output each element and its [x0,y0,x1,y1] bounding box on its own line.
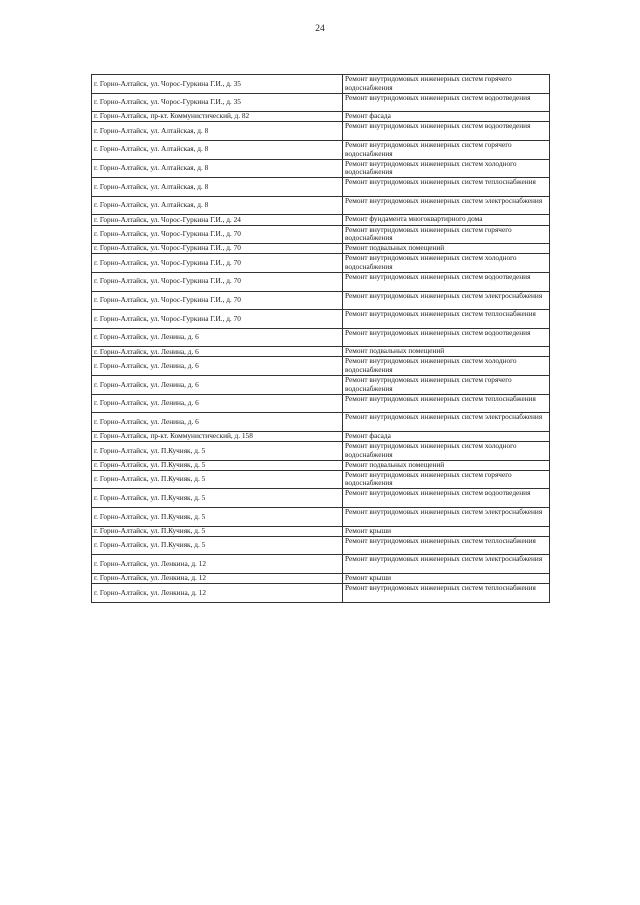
work-type-cell: Ремонт внутридомовых инженерных систем теплоснабжения [343,310,550,329]
work-type-cell: Ремонт внутридомовых инженерных систем теплоснабжения [343,584,550,603]
address-cell: г. Горно-Алтайск, ул. Алтайская, д. 8 [92,140,343,159]
address-cell: г. Горно-Алтайск, ул. Чорос-Гуркина Г.И., д. 35 [92,75,343,94]
work-type-cell: Ремонт внутридомовых инженерных систем водоотведения [343,328,550,347]
table-row [92,225,550,244]
address-cell: г. Горно-Алтайск, ул. П.Кучияк, д. 5 [92,442,343,461]
table-row [92,460,550,470]
table-row [92,140,550,159]
work-type-cell: Ремонт внутридомовых инженерных систем электроснабжения [343,196,550,215]
table-row [92,413,550,432]
address-cell: г. Горно-Алтайск, ул. Ленина, д. 6 [92,347,343,357]
table-row [92,215,550,225]
work-type-cell: Ремонт внутридомовых инженерных систем водоотведения [343,489,550,508]
address-cell: г. Горно-Алтайск, ул. П.Кучияк, д. 5 [92,460,343,470]
work-type-cell: Ремонт внутридомовых инженерных систем электроснабжения [343,555,550,574]
work-type-cell: Ремонт внутридомовых инженерных систем горячего водоснабжения [343,225,550,244]
table-row [92,573,550,583]
table-row [92,357,550,376]
address-cell: г. Горно-Алтайск, ул. Ленина, д. 6 [92,328,343,347]
work-type-cell: Ремонт подвальных помещений [343,347,550,357]
work-type-cell: Ремонт внутридомовых инженерных систем горячего водоснабжения [343,376,550,395]
address-cell: г. Горно-Алтайск, ул. Чорос-Гуркина Г.И., д. 70 [92,310,343,329]
table-row [92,178,550,197]
table-row [92,555,550,574]
table-row [92,244,550,254]
address-cell: г. Горно-Алтайск, ул. Ленкина, д. 12 [92,584,343,603]
work-type-cell: Ремонт внутридомовых инженерных систем теплоснабжения [343,178,550,197]
work-type-cell: Ремонт крыши [343,573,550,583]
table-row [92,347,550,357]
work-type-cell: Ремонт внутридомовых инженерных систем электроснабжения [343,291,550,310]
table-row [92,291,550,310]
address-cell: г. Горно-Алтайск, ул. П.Кучияк, д. 5 [92,508,343,527]
table-row [92,470,550,489]
work-type-cell: Ремонт внутридомовых инженерных систем теплоснабжения [343,394,550,413]
address-cell: г. Горно-Алтайск, ул. П.Кучияк, д. 5 [92,489,343,508]
work-type-cell: Ремонт внутридомовых инженерных систем холодного водоснабжения [343,254,550,273]
work-type-cell: Ремонт внутридомовых инженерных систем водоотведения [343,93,550,112]
table-row [92,75,550,94]
address-cell: г. Горно-Алтайск, ул. Ленина, д. 6 [92,413,343,432]
address-cell: г. Горно-Алтайск, ул. Чорос-Гуркина Г.И., д. 70 [92,244,343,254]
address-cell: г. Горно-Алтайск, ул. Чорос-Гуркина Г.И., д. 70 [92,254,343,273]
table-row [92,122,550,141]
address-cell: г. Горно-Алтайск, ул. П.Кучияк, д. 5 [92,536,343,555]
address-cell: г. Горно-Алтайск, ул. Чорос-Гуркина Г.И., д. 70 [92,291,343,310]
work-type-cell: Ремонт внутридомовых инженерных систем теплоснабжения [343,536,550,555]
address-cell: г. Горно-Алтайск, пр-кт. Коммунистический, д. 82 [92,112,343,122]
address-cell: г. Горно-Алтайск, пр-кт. Коммунистический, д. 158 [92,431,343,441]
address-cell: г. Горно-Алтайск, ул. Ленкина, д. 12 [92,555,343,574]
table-row [92,112,550,122]
work-type-cell: Ремонт фасада [343,112,550,122]
work-type-cell: Ремонт внутридомовых инженерных систем водоотведения [343,122,550,141]
work-type-cell: Ремонт внутридомовых инженерных систем горячего водоснабжения [343,140,550,159]
address-cell: г. Горно-Алтайск, ул. Ленкина, д. 12 [92,573,343,583]
work-type-cell: Ремонт внутридомовых инженерных систем электроснабжения [343,413,550,432]
table-row [92,394,550,413]
work-type-cell: Ремонт внутридомовых инженерных систем холодного водоснабжения [343,442,550,461]
work-type-cell: Ремонт внутридомовых инженерных систем холодного водоснабжения [343,159,550,178]
table-row [92,254,550,273]
work-type-cell: Ремонт внутридомовых инженерных систем горячего водоснабжения [343,470,550,489]
address-cell: г. Горно-Алтайск, ул. Ленина, д. 6 [92,394,343,413]
address-cell: г. Горно-Алтайск, ул. Алтайская, д. 8 [92,178,343,197]
work-type-cell: Ремонт внутридомовых инженерных систем горячего водоснабжения [343,75,550,94]
table-row [92,376,550,395]
work-type-cell: Ремонт подвальных помещений [343,244,550,254]
address-cell: г. Горно-Алтайск, ул. Ленина, д. 6 [92,357,343,376]
address-cell: г. Горно-Алтайск, ул. Ленина, д. 6 [92,376,343,395]
address-cell: г. Горно-Алтайск, ул. Чорос-Гуркина Г.И., д. 70 [92,225,343,244]
table-row [92,508,550,527]
address-cell: г. Горно-Алтайск, ул. П.Кучияк, д. 5 [92,470,343,489]
works-table [91,74,550,603]
work-type-cell: Ремонт подвальных помещений [343,460,550,470]
address-cell: г. Горно-Алтайск, ул. Алтайская, д. 8 [92,159,343,178]
table-row [92,489,550,508]
address-cell: г. Горно-Алтайск, ул. Чорос-Гуркина Г.И., д. 35 [92,93,343,112]
table-row [92,93,550,112]
address-cell: г. Горно-Алтайск, ул. Чорос-Гуркина Г.И., д. 24 [92,215,343,225]
table-row [92,431,550,441]
work-type-cell: Ремонт внутридомовых инженерных систем электроснабжения [343,508,550,527]
work-type-cell: Ремонт внутридомовых инженерных систем холодного водоснабжения [343,357,550,376]
page-number: 24 [315,24,325,34]
address-cell: г. Горно-Алтайск, ул. Алтайская, д. 8 [92,196,343,215]
table-row [92,328,550,347]
table-row [92,526,550,536]
address-cell: г. Горно-Алтайск, ул. Алтайская, д. 8 [92,122,343,141]
address-cell: г. Горно-Алтайск, ул. П.Кучияк, д. 5 [92,526,343,536]
work-type-cell: Ремонт фундамента многоквартирного дома [343,215,550,225]
table-row [92,159,550,178]
table-row [92,584,550,603]
work-type-cell: Ремонт внутридомовых инженерных систем водоотведения [343,272,550,291]
table-row [92,272,550,291]
table-row [92,442,550,461]
address-cell: г. Горно-Алтайск, ул. Чорос-Гуркина Г.И., д. 70 [92,272,343,291]
work-type-cell: Ремонт фасада [343,431,550,441]
table-row [92,536,550,555]
table-row [92,196,550,215]
table-row [92,310,550,329]
work-type-cell: Ремонт крыши [343,526,550,536]
table-body [92,75,550,603]
